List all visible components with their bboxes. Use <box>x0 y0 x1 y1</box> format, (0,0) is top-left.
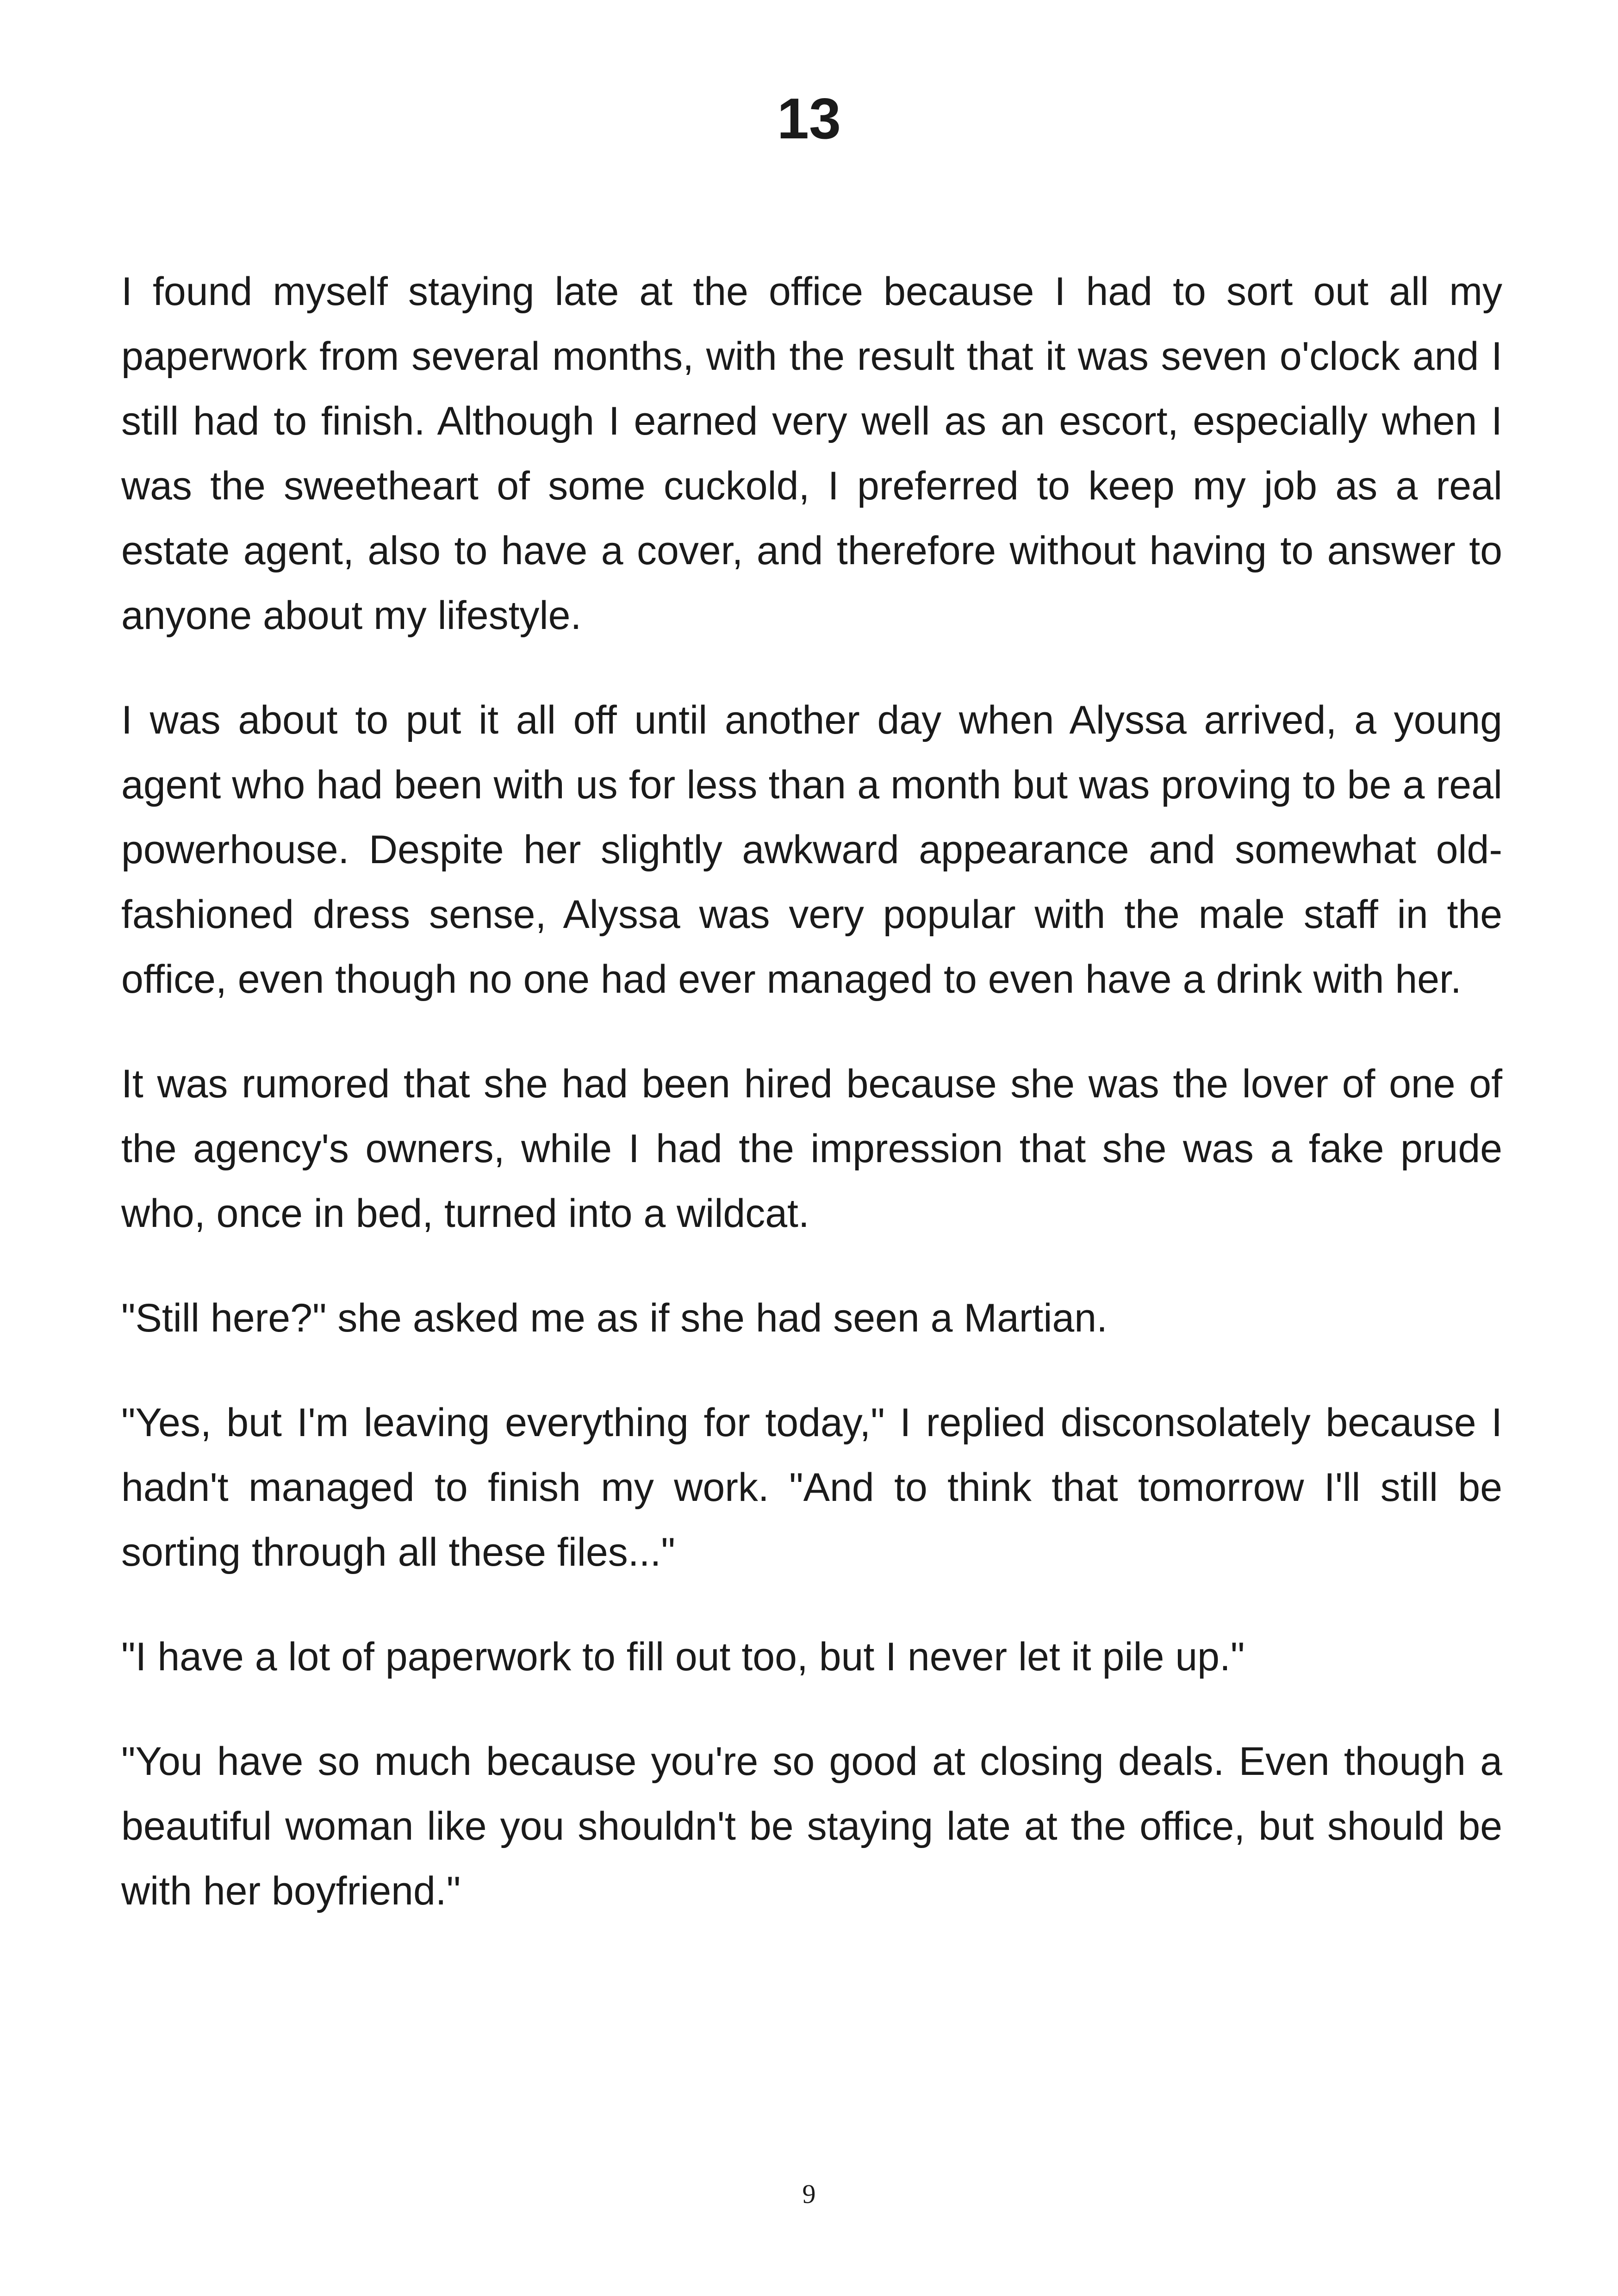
paragraph: It was rumored that she had been hired because she was the lover of one of the agency's owners, while I had the impression that she was a fake prude who, once in bed, turned into a wildcat. <box>121 1062 1502 1236</box>
paragraph: "Still here?" she asked me as if she had seen a Martian. <box>121 1296 1108 1340</box>
paragraph: "I have a lot of paperwork to fill out too, but I never let it pile up." <box>121 1635 1245 1679</box>
paragraph: I found myself staying late at the office because I had to sort out all my paperwork from several months, with the result that it was seven o'clock and I still had to finish. Although I earned very well as an escort, especially when I was the sweetheart of some cuckold, I preferred to keep my job as a real estate agent, also to have a cover, and therefore without having to answer to anyone about my lifestyle. <box>121 269 1502 638</box>
paragraph: "You have so much because you're so good at closing deals. Even though a beautiful woman like you shouldn't be staying late at the office, but should be with her boyfriend." <box>121 1739 1502 1913</box>
page-number: 9 <box>802 2179 816 2209</box>
chapter-body <box>121 259 1502 1963</box>
paragraph: "Yes, but I'm leaving everything for today," I replied disconsolately because I hadn't managed to finish my work. "And to think that tomorrow I'll still be sorting through all these files..." <box>121 1400 1502 1574</box>
chapter-number: 13 <box>777 87 841 151</box>
paragraph: I was about to put it all off until another day when Alyssa arrived, a young agent who had been with us for less than a month but was proving to be a real powerhouse. Despite her slightly awkward appearance and somewhat old-fashioned dress sense, Alyssa was very popular with the male staff in the office, even though no one had ever managed to even have a drink with her. <box>121 698 1502 1002</box>
